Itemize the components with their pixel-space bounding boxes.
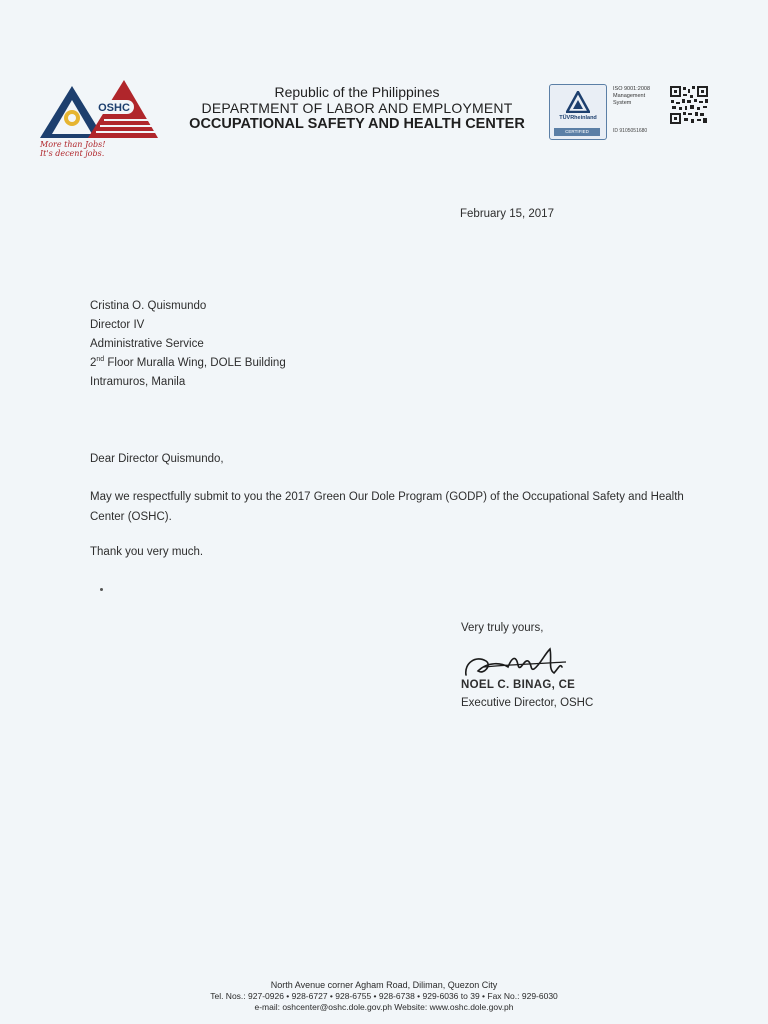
letterhead-footer bbox=[84, 980, 684, 1013]
department-line: DEPARTMENT OF LABOR AND EMPLOYMENT bbox=[201, 100, 513, 116]
signature-block bbox=[461, 676, 593, 712]
recipient-address bbox=[90, 297, 286, 392]
tuv-triangle-icon bbox=[566, 91, 590, 113]
iso-management: Management bbox=[613, 93, 646, 99]
floor-suffix: nd bbox=[96, 356, 105, 364]
salutation: Dear Director Quismundo, bbox=[90, 453, 224, 465]
iso-standard: ISO 9001:2008 bbox=[613, 86, 651, 92]
republic-line: Republic of the Philippines bbox=[274, 84, 440, 100]
closing: Very truly yours, bbox=[461, 622, 544, 634]
recipient-name: Cristina O. Quismundo bbox=[90, 300, 207, 312]
letter-date: February 15, 2017 bbox=[460, 208, 554, 220]
footer-phones: Tel. Nos.: 927-0926 • 928-6727 • 928-6755 • 928-6738 • 929-6036 to 39 • Fax No.: 929-6030 bbox=[210, 991, 558, 1001]
tuv-certification-badge bbox=[549, 84, 607, 140]
logo-text: OSHC bbox=[98, 102, 130, 114]
footer-address: North Avenue corner Agham Road, Diliman, Quezon City bbox=[270, 980, 498, 990]
floor-rest: Floor Muralla Wing, DOLE Building bbox=[104, 357, 286, 369]
recipient-floor bbox=[90, 354, 286, 373]
qr-code-icon bbox=[669, 85, 709, 125]
letter-body: May we respectfully submit to you the 2017 Green Our Dole Program (GODP) of the Occupational Safety and Health Center (OSHC). bbox=[90, 491, 684, 523]
speck bbox=[100, 588, 103, 591]
tuv-brand: TÜVRheinland bbox=[559, 115, 597, 121]
logo-tagline: More than Jobs! It's decent jobs. bbox=[40, 140, 106, 158]
recipient-office: Administrative Service bbox=[90, 338, 204, 350]
iso-cert-id: ID 9105051680 bbox=[613, 128, 648, 134]
iso-standard-text bbox=[613, 86, 669, 107]
signer-title: Executive Director, OSHC bbox=[461, 697, 594, 709]
floor-number: 2 bbox=[90, 357, 97, 369]
recipient-title: Director IV bbox=[90, 319, 145, 331]
center-line: OCCUPATIONAL SAFETY AND HEALTH CENTER bbox=[189, 116, 525, 132]
certified-label: CERTIFIED bbox=[554, 128, 600, 136]
letterhead-title bbox=[172, 84, 542, 133]
thanks-line: Thank you very much. bbox=[90, 546, 204, 558]
footer-contact: e-mail: oshcenter@oshc.dole.gov.ph Website: www.oshc.dole.gov.ph bbox=[254, 1002, 514, 1012]
iso-system: System bbox=[613, 100, 632, 106]
recipient-city: Intramuros, Manila bbox=[90, 376, 186, 388]
signer-name: NOEL C. BINAG, CE bbox=[461, 679, 576, 691]
